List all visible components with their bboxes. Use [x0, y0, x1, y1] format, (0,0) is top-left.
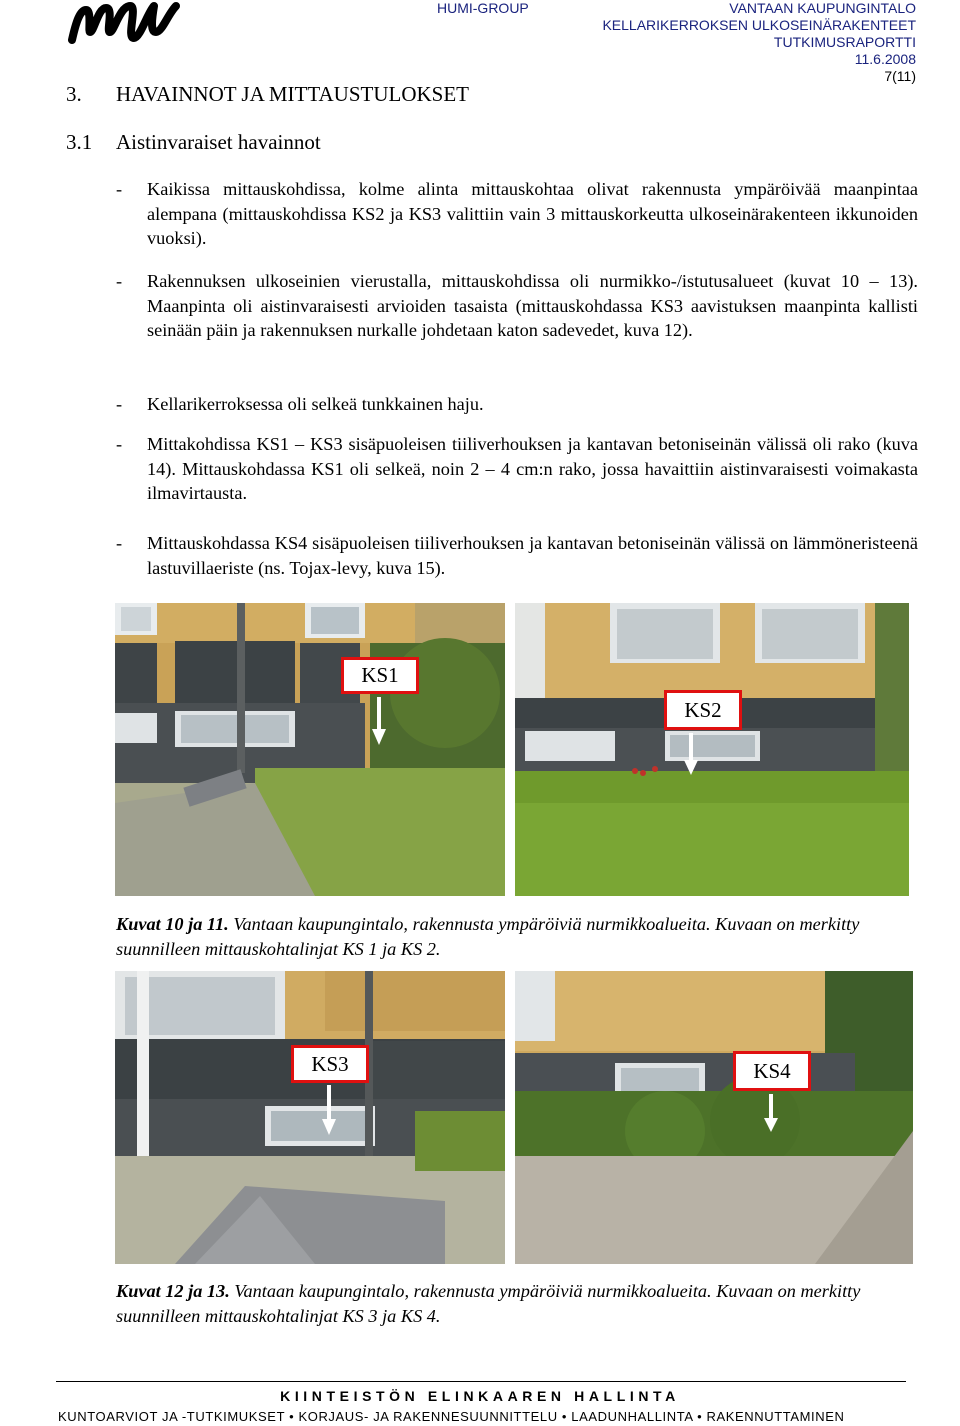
caption-label: Kuvat 10 ja 11.: [116, 914, 229, 934]
subsection-heading: [66, 130, 321, 155]
photo-12: [115, 971, 505, 1264]
bullet-text: Kellarikerroksessa oli selkeä tunkkainen haju.: [147, 394, 484, 414]
bullet-item: [116, 531, 918, 580]
header-report-type: TUTKIMUSRAPORTTI: [773, 34, 916, 50]
label-ks3: KS3: [291, 1045, 369, 1083]
bullet-item: [116, 392, 918, 417]
header-company: HUMI-GROUP: [437, 0, 529, 16]
bullet-text: Rakennuksen ulkoseinien vierustalla, mittauskohdissa oli nurmikko-/istutusalueet (kuvat 10 – 13). Maanpinta oli aistinvaraisesti arvioiden tasaista (mittauskohdassa KS3 aavistuksen maanpinta kallisti seinään päin ja rakennuksen nurkalle johdetaan katon sadevedet, kuva 12).: [147, 271, 918, 340]
bullet-dash: -: [116, 533, 123, 553]
bullet-item: [116, 432, 918, 506]
footer-divider: [56, 1381, 906, 1382]
caption-label: Kuvat 12 ja 13.: [116, 1281, 230, 1301]
header-page-number: 7(11): [884, 68, 916, 84]
section-title: HAVAINNOT JA MITTAUSTULOKSET: [116, 82, 470, 106]
footer-tagline: KIINTEISTÖN ELINKAAREN HALLINTA: [280, 1388, 680, 1404]
arrow-down-icon: [684, 733, 698, 775]
header-date: 11.6.2008: [854, 51, 916, 67]
bullet-item: [116, 269, 918, 343]
header-info: [602, 0, 916, 85]
subsection-number: 3.1: [66, 130, 93, 154]
label-ks1: KS1: [341, 657, 419, 694]
arrow-down-icon: [764, 1094, 778, 1132]
caption-text: Vantaan kaupungintalo, rakennusta ympäröiviä nurmikkoalueita. Kuvaan on merkitty suunnilleen mittauskohtalinjat KS 3 ja KS 4.: [116, 1281, 861, 1326]
header-client: VANTAAN KAUPUNGINTALO: [729, 0, 916, 16]
photo-13: [515, 971, 913, 1264]
section-number: 3.: [66, 82, 82, 106]
bullet-text: Mittakohdissa KS1 – KS3 sisäpuoleisen tiiliverhouksen ja kantavan betoniseinän välissä oli rako (kuva 14). Mittauskohdassa KS1 oli selkeä, noin 2 – 4 cm:n rako, jossa havaittiin aistinvaraisesti voimakasta ilmavirtausta.: [147, 434, 918, 503]
footer-services: KUNTOARVIOT JA -TUTKIMUKSET • KORJAUS- JA RAKENNESUUNNITTELU • LAADUNHALLINTA • RAKENNUTTAMINEN: [58, 1409, 845, 1424]
photo-caption: [116, 912, 921, 961]
photo-11: [515, 603, 909, 896]
label-ks4: KS4: [733, 1051, 811, 1091]
bullet-item: [116, 177, 918, 251]
photo-caption: [116, 1279, 921, 1328]
bullet-dash: -: [116, 394, 123, 414]
company-logo: [68, 2, 180, 46]
subsection-title: Aistinvaraiset havainnot: [116, 130, 321, 154]
bullet-dash: -: [116, 179, 123, 199]
photo-10: [115, 603, 505, 896]
header-title: KELLARIKERROKSEN ULKOSEINÄRAKENTEET: [602, 17, 916, 33]
section-heading: [66, 82, 469, 107]
bullet-dash: -: [116, 434, 123, 454]
arrow-down-icon: [372, 697, 386, 745]
bullet-dash: -: [116, 271, 123, 291]
bullet-text: Mittauskohdassa KS4 sisäpuoleisen tiiliverhouksen ja kantavan betoniseinän välissä on lämmöneristeenä lastuvillaeriste (ns. Tojax-levy, kuva 15).: [147, 533, 918, 578]
bullet-text: Kaikissa mittauskohdissa, kolme alinta mittauskohtaa olivat rakennusta ympäröivää maanpintaa alempana (mittauskohdissa KS2 ja KS3 valittiin vain 3 mittauskorkeutta ulkoseinärakenteen ikkunoiden vuoksi).: [147, 179, 918, 248]
arrow-down-icon: [322, 1085, 336, 1135]
caption-text: Vantaan kaupungintalo, rakennusta ympäröiviä nurmikkoalueita. Kuvaan on merkitty suunnilleen mittauskohtalinjat KS 1 ja KS 2.: [116, 914, 860, 959]
label-ks2: KS2: [664, 690, 742, 730]
